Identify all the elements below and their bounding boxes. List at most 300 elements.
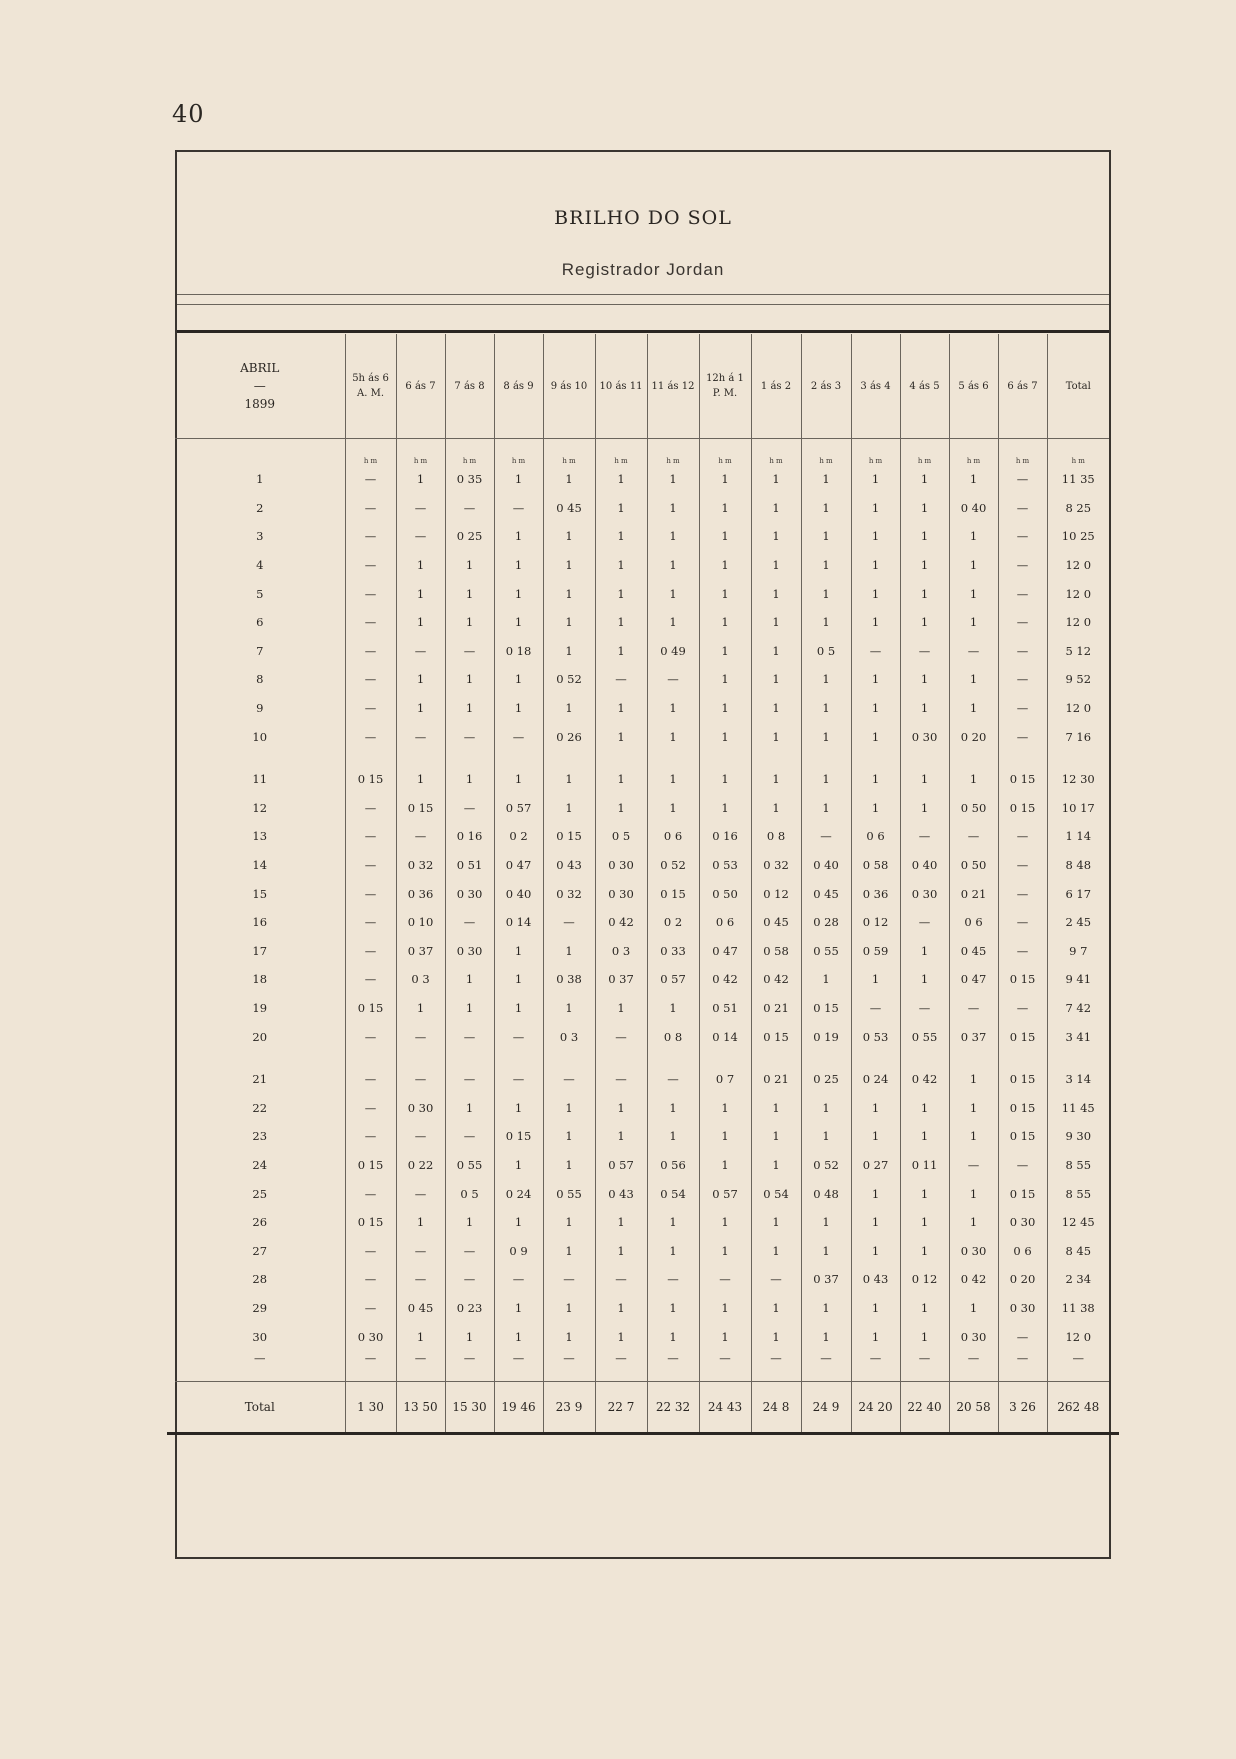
- day-cell: 13: [252, 829, 268, 844]
- day-cell: 8: [256, 672, 264, 687]
- value-cell: 1: [494, 551, 543, 580]
- value-cell: 0 25: [801, 1065, 851, 1094]
- total-cell: 24 8: [751, 1381, 801, 1432]
- value-cell: —: [345, 465, 396, 494]
- value-cell: 1: [801, 965, 851, 994]
- value-cell: —: [494, 1022, 543, 1051]
- value-cell: 1: [851, 1179, 900, 1208]
- table-row: [175, 665, 1109, 694]
- value-cell: 1: [699, 1236, 751, 1265]
- value-cell: 0 5: [801, 637, 851, 666]
- value-cell: —: [998, 551, 1047, 580]
- value-cell: —: [998, 494, 1047, 523]
- group-gap: [175, 1051, 1109, 1065]
- day-cell: 17: [252, 943, 268, 958]
- value-cell: —: [445, 1236, 494, 1265]
- value-cell: 0 43: [543, 851, 595, 880]
- units-cell: h m: [494, 439, 543, 466]
- value-cell: 1: [494, 965, 543, 994]
- value-cell: 1: [699, 694, 751, 723]
- value-cell: 0 43: [851, 1265, 900, 1294]
- table-row: [175, 822, 1109, 851]
- value-cell: 1: [801, 1294, 851, 1323]
- day-cell: 15: [252, 886, 268, 901]
- table-row: [175, 1322, 1109, 1351]
- value-cell: 0 24: [494, 1179, 543, 1208]
- value-cell: —: [998, 694, 1047, 723]
- value-cell: 1: [595, 1093, 647, 1122]
- units-cell-blank: [175, 439, 345, 466]
- value-cell: 1: [900, 1179, 949, 1208]
- value-cell: —: [345, 579, 396, 608]
- value-cell: 0 16: [699, 822, 751, 851]
- table-row: [175, 579, 1109, 608]
- value-cell: 1: [949, 665, 998, 694]
- value-cell: 0 15: [751, 1022, 801, 1051]
- value-cell: —: [801, 1351, 851, 1382]
- value-cell: —: [647, 1265, 699, 1294]
- value-cell: 1: [445, 1208, 494, 1237]
- value-cell: 1: [851, 551, 900, 580]
- value-cell: 1: [949, 694, 998, 723]
- value-cell: 1: [751, 608, 801, 637]
- value-cell: —: [998, 908, 1047, 937]
- divider: [177, 304, 1109, 305]
- value-cell: 0 50: [699, 879, 751, 908]
- value-cell: —: [595, 1351, 647, 1382]
- value-cell: 8 55: [1047, 1151, 1109, 1180]
- value-cell: —: [998, 637, 1047, 666]
- page-subtitle: Registrador Jordan: [561, 260, 725, 279]
- value-cell: 1: [699, 1322, 751, 1351]
- value-cell: 1: [543, 994, 595, 1023]
- value-cell: 0 37: [595, 965, 647, 994]
- column-header: [751, 334, 801, 439]
- value-cell: 0 30: [998, 1294, 1047, 1323]
- value-cell: —: [345, 1122, 396, 1151]
- day-cell: 1: [256, 472, 264, 487]
- value-cell: 0 25: [445, 522, 494, 551]
- value-cell: 1: [949, 608, 998, 637]
- header-row: [175, 334, 1109, 439]
- day-cell: 24: [252, 1157, 268, 1172]
- value-cell: —: [647, 1351, 699, 1382]
- total-cell: 22 7: [595, 1381, 647, 1432]
- value-cell: —: [851, 994, 900, 1023]
- value-cell: 1: [445, 608, 494, 637]
- column-header-line: A. M.: [357, 388, 384, 399]
- gap-cell: [998, 1051, 1047, 1065]
- value-cell: 1: [595, 1208, 647, 1237]
- gap-cell: [595, 1051, 647, 1065]
- value-cell: 0 7: [699, 1065, 751, 1094]
- value-cell: 1: [647, 465, 699, 494]
- value-cell: 1: [396, 579, 445, 608]
- value-cell: 1: [543, 694, 595, 723]
- value-cell: 0 56: [647, 1151, 699, 1180]
- value-cell: —: [396, 722, 445, 751]
- value-cell: 0 45: [801, 879, 851, 908]
- month-label: ABRIL: [240, 361, 280, 375]
- total-cell: 20 58: [949, 1381, 998, 1432]
- value-cell: 0 53: [699, 851, 751, 880]
- value-cell: 1: [801, 665, 851, 694]
- value-cell: 1: [647, 1294, 699, 1323]
- divider: [177, 294, 1109, 295]
- value-cell: —: [396, 1065, 445, 1094]
- value-cell: 0 15: [647, 879, 699, 908]
- value-cell: —: [851, 637, 900, 666]
- value-cell: 0 21: [949, 879, 998, 908]
- column-header: [396, 334, 445, 439]
- value-cell: 1: [900, 608, 949, 637]
- table-row: [175, 765, 1109, 794]
- value-cell: 0 6: [699, 908, 751, 937]
- value-cell: 1: [851, 608, 900, 637]
- value-cell: 1: [949, 1122, 998, 1151]
- gap-cell: [396, 1051, 445, 1065]
- value-cell: 1: [699, 794, 751, 823]
- value-cell: 0 50: [949, 794, 998, 823]
- value-cell: 0 47: [949, 965, 998, 994]
- column-header-line: Total: [1065, 380, 1091, 392]
- value-cell: 0 12: [900, 1265, 949, 1294]
- value-cell: 1: [543, 465, 595, 494]
- table-row: [175, 1208, 1109, 1237]
- units-cell: h m: [345, 439, 396, 466]
- value-cell: 0 24: [851, 1065, 900, 1094]
- gap-cell: [494, 751, 543, 765]
- value-cell: 1: [595, 794, 647, 823]
- value-cell: —: [445, 1022, 494, 1051]
- day-cell: 16: [252, 915, 268, 930]
- value-cell: 1: [851, 1122, 900, 1151]
- table-row: [175, 522, 1109, 551]
- value-cell: 8 45: [1047, 1236, 1109, 1265]
- table-row: [175, 465, 1109, 494]
- value-cell: 1: [494, 1208, 543, 1237]
- column-header-line: 9 ás 10: [550, 380, 588, 392]
- value-cell: 1: [949, 1208, 998, 1237]
- value-cell: 0 33: [647, 937, 699, 966]
- value-cell: 0 42: [751, 965, 801, 994]
- column-header: [801, 334, 851, 439]
- value-cell: —: [900, 908, 949, 937]
- value-cell: 0 45: [751, 908, 801, 937]
- value-cell: 0 15: [801, 994, 851, 1023]
- value-cell: 0 11: [900, 1151, 949, 1180]
- value-cell: 0 15: [998, 794, 1047, 823]
- value-cell: 1: [595, 1236, 647, 1265]
- value-cell: 0 30: [949, 1322, 998, 1351]
- gap-cell: [647, 1051, 699, 1065]
- day-cell: 6: [256, 615, 264, 630]
- value-cell: 1: [494, 765, 543, 794]
- value-cell: 1: [647, 551, 699, 580]
- day-cell: 20: [252, 1029, 268, 1044]
- value-cell: —: [345, 1351, 396, 1382]
- value-cell: 1: [647, 694, 699, 723]
- day-cell: 29: [252, 1300, 268, 1315]
- value-cell: 0 3: [396, 965, 445, 994]
- value-cell: 0 15: [396, 794, 445, 823]
- month-header: [175, 334, 345, 439]
- value-cell: 1: [751, 665, 801, 694]
- value-cell: 1: [751, 1151, 801, 1180]
- value-cell: 1: [851, 965, 900, 994]
- total-cell: 22 32: [647, 1381, 699, 1432]
- value-cell: 0 37: [801, 1265, 851, 1294]
- value-cell: 1: [751, 694, 801, 723]
- value-cell: —: [998, 851, 1047, 880]
- column-header-line: 5h ás 6: [352, 373, 389, 384]
- value-cell: 1: [647, 1208, 699, 1237]
- table-row: [175, 1151, 1109, 1180]
- value-cell: 8 25: [1047, 494, 1109, 523]
- gap-cell: [175, 1051, 345, 1065]
- value-cell: 1: [396, 465, 445, 494]
- value-cell: 1: [699, 1122, 751, 1151]
- value-cell: 7 42: [1047, 994, 1109, 1023]
- value-cell: 0 32: [751, 851, 801, 880]
- value-cell: 9 7: [1047, 937, 1109, 966]
- units-cell: h m: [900, 439, 949, 466]
- value-cell: 0 15: [345, 1208, 396, 1237]
- value-cell: 0 5: [445, 1179, 494, 1208]
- value-cell: 0 16: [445, 822, 494, 851]
- value-cell: 0 35: [445, 465, 494, 494]
- value-cell: 1: [699, 1093, 751, 1122]
- value-cell: 1: [900, 965, 949, 994]
- value-cell: —: [345, 822, 396, 851]
- value-cell: —: [751, 1265, 801, 1294]
- value-cell: 0 15: [998, 1122, 1047, 1151]
- table-row: [175, 1294, 1109, 1323]
- value-cell: —: [345, 1093, 396, 1122]
- table-row: [175, 851, 1109, 880]
- units-cell: h m: [595, 439, 647, 466]
- units-cell: h m: [699, 439, 751, 466]
- value-cell: 1: [494, 608, 543, 637]
- value-cell: 0 55: [543, 1179, 595, 1208]
- value-cell: 0 32: [543, 879, 595, 908]
- value-cell: 1: [494, 522, 543, 551]
- value-cell: 1: [699, 608, 751, 637]
- table-row: [175, 1065, 1109, 1094]
- value-cell: 0 37: [396, 937, 445, 966]
- value-cell: 12 0: [1047, 608, 1109, 637]
- value-cell: —: [998, 665, 1047, 694]
- value-cell: 1: [949, 1294, 998, 1323]
- value-cell: 1: [751, 1093, 801, 1122]
- gap-cell: [543, 1051, 595, 1065]
- gap-cell: [751, 1051, 801, 1065]
- column-header-line: 10 ás 11: [599, 380, 643, 392]
- value-cell: 1: [699, 1151, 751, 1180]
- table-frame: [175, 150, 1111, 1559]
- value-cell: 1: [543, 1122, 595, 1151]
- day-cell: 27: [252, 1243, 268, 1258]
- value-cell: 1: [699, 665, 751, 694]
- value-cell: 1: [801, 522, 851, 551]
- value-cell: —: [396, 494, 445, 523]
- value-cell: 0 19: [801, 1022, 851, 1051]
- gap-cell: [1047, 751, 1109, 765]
- value-cell: 0 54: [751, 1179, 801, 1208]
- day-cell: 19: [252, 1000, 268, 1015]
- value-cell: —: [751, 1351, 801, 1382]
- value-cell: —: [949, 1151, 998, 1180]
- value-cell: 1: [801, 1208, 851, 1237]
- value-cell: 0 55: [801, 937, 851, 966]
- value-cell: 1: [751, 522, 801, 551]
- units-cell: h m: [543, 439, 595, 466]
- table-row: [175, 637, 1109, 666]
- value-cell: 0 3: [543, 1022, 595, 1051]
- value-cell: 1: [900, 1294, 949, 1323]
- value-cell: 1: [543, 765, 595, 794]
- value-cell: 1: [699, 494, 751, 523]
- day-cell: 25: [252, 1186, 268, 1201]
- day-cell: —: [254, 1350, 266, 1365]
- value-cell: 1: [900, 1208, 949, 1237]
- value-cell: 1: [900, 579, 949, 608]
- total-cell: 19 46: [494, 1381, 543, 1432]
- value-cell: 12 30: [1047, 765, 1109, 794]
- value-cell: 1: [801, 1322, 851, 1351]
- value-cell: 1: [751, 579, 801, 608]
- value-cell: 1: [851, 522, 900, 551]
- day-cell: 3: [256, 529, 264, 544]
- value-cell: 0 12: [751, 879, 801, 908]
- value-cell: 1: [801, 465, 851, 494]
- value-cell: 0 57: [647, 965, 699, 994]
- value-cell: 1: [751, 1236, 801, 1265]
- value-cell: 1: [396, 1322, 445, 1351]
- value-cell: —: [998, 579, 1047, 608]
- value-cell: 0 28: [801, 908, 851, 937]
- value-cell: 1: [851, 722, 900, 751]
- value-cell: 1: [595, 494, 647, 523]
- value-cell: —: [445, 1122, 494, 1151]
- column-header: [851, 334, 900, 439]
- table-row: [175, 1022, 1109, 1051]
- value-cell: 0 15: [998, 1022, 1047, 1051]
- value-cell: —: [543, 908, 595, 937]
- value-cell: 10 17: [1047, 794, 1109, 823]
- value-cell: —: [445, 794, 494, 823]
- value-cell: 0 32: [396, 851, 445, 880]
- value-cell: 1: [900, 494, 949, 523]
- value-cell: —: [345, 722, 396, 751]
- header-rule: [177, 330, 1109, 333]
- value-cell: 0 15: [998, 765, 1047, 794]
- value-cell: 0 30: [998, 1208, 1047, 1237]
- value-cell: —: [345, 851, 396, 880]
- value-cell: 0 36: [396, 879, 445, 908]
- value-cell: 0 10: [396, 908, 445, 937]
- total-cell: 23 9: [543, 1381, 595, 1432]
- value-cell: 1: [949, 579, 998, 608]
- value-cell: 12 45: [1047, 1208, 1109, 1237]
- table-row: [175, 1093, 1109, 1122]
- value-cell: —: [494, 1065, 543, 1094]
- value-cell: —: [998, 879, 1047, 908]
- table-row: [175, 937, 1109, 966]
- value-cell: 1: [801, 1093, 851, 1122]
- value-cell: —: [699, 1265, 751, 1294]
- value-cell: 8 55: [1047, 1179, 1109, 1208]
- day-cell: 12: [252, 800, 268, 815]
- value-cell: 0 45: [949, 937, 998, 966]
- value-cell: 0 23: [445, 1294, 494, 1323]
- value-cell: 1: [543, 522, 595, 551]
- value-cell: 0 26: [543, 722, 595, 751]
- value-cell: 0 42: [949, 1265, 998, 1294]
- value-cell: 0 45: [396, 1294, 445, 1323]
- value-cell: 0 30: [900, 722, 949, 751]
- value-cell: 1: [751, 1122, 801, 1151]
- value-cell: 1: [494, 1294, 543, 1323]
- day-cell: 2: [256, 500, 264, 515]
- value-cell: 0 15: [494, 1122, 543, 1151]
- value-cell: 1: [595, 551, 647, 580]
- value-cell: 1: [647, 722, 699, 751]
- value-cell: 1: [595, 994, 647, 1023]
- value-cell: 0 59: [851, 937, 900, 966]
- value-cell: 1: [751, 494, 801, 523]
- day-cell: 9: [256, 701, 264, 716]
- value-cell: —: [801, 822, 851, 851]
- value-cell: —: [595, 1022, 647, 1051]
- value-cell: 1: [801, 608, 851, 637]
- gap-cell: [647, 751, 699, 765]
- column-header-line: 2 ás 3: [810, 380, 842, 392]
- units-cell: h m: [1047, 439, 1109, 466]
- value-cell: —: [445, 1065, 494, 1094]
- value-cell: 1: [699, 722, 751, 751]
- day-cell: 30: [252, 1329, 268, 1344]
- column-header: [494, 334, 543, 439]
- value-cell: —: [851, 1351, 900, 1382]
- value-cell: 1: [494, 1093, 543, 1122]
- value-cell: 0 45: [543, 494, 595, 523]
- page-title: BRILHO DO SOL: [554, 207, 732, 229]
- value-cell: 0 47: [699, 937, 751, 966]
- value-cell: 1: [699, 1208, 751, 1237]
- table-body: [175, 439, 1109, 1382]
- value-cell: 1: [595, 579, 647, 608]
- table-row: [175, 879, 1109, 908]
- value-cell: 1: [801, 1122, 851, 1151]
- value-cell: —: [998, 1151, 1047, 1180]
- value-cell: —: [445, 1351, 494, 1382]
- value-cell: —: [345, 937, 396, 966]
- gap-cell: [801, 1051, 851, 1065]
- gap-cell: [595, 751, 647, 765]
- value-cell: 0 53: [851, 1022, 900, 1051]
- value-cell: 1: [699, 551, 751, 580]
- value-cell: 0 47: [494, 851, 543, 880]
- value-cell: 1: [647, 1322, 699, 1351]
- value-cell: 1: [699, 465, 751, 494]
- gap-cell: [396, 751, 445, 765]
- column-header-line: 3 ás 4: [860, 380, 891, 392]
- total-cell: 3 26: [998, 1381, 1047, 1432]
- value-cell: —: [998, 465, 1047, 494]
- value-cell: 8 48: [1047, 851, 1109, 880]
- value-cell: —: [998, 822, 1047, 851]
